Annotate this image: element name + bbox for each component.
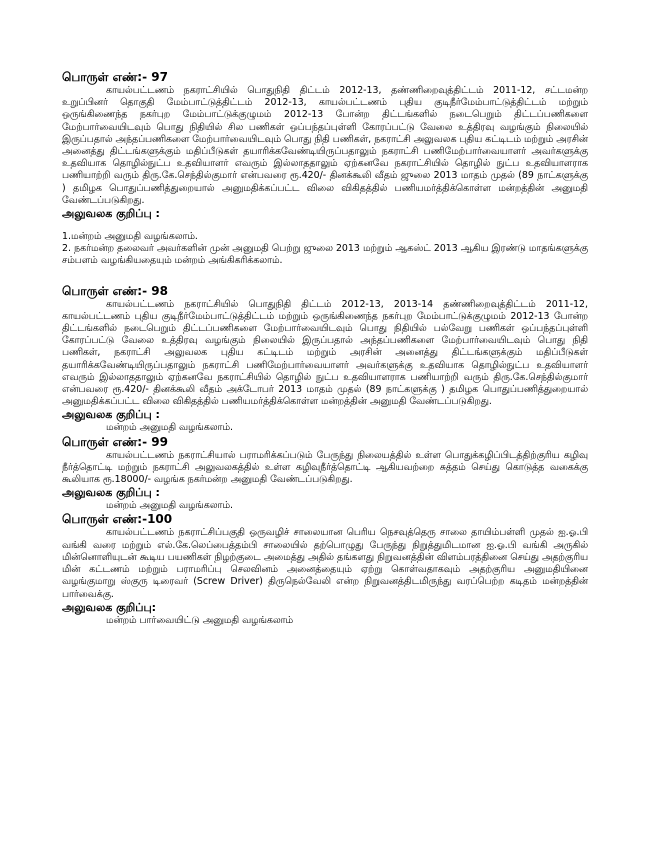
document-page <box>62 70 588 627</box>
office-note-text: மன்றம் அனுமதி வழங்கலாம். <box>106 422 233 434</box>
section-98 <box>62 284 588 435</box>
section-body: காயல்பட்டணம் நகராட்சியில் பொதுநிதி திட்டம் 2012-13, தண்ணிறைவுத்திட்டம் 2011-12, சட்டமன்ற உறுப்பினர் தொகுதி மேம்பாட்டுத்திட்டம் 2012-13, காயல்பட்டணம் புதிய குடிநீர்மேம்பாட்டுத்திட்டம் மற்றும் ஒருங்கிணைந்த நகர்புற மேம்பாட்டுக்குழுமம் 2012-13 போன்ற திட்டங்களில் நடைபெறும் திட்டப்பணிகளை மேற்பார்வையிடவும் பொது நிதியில் சில பணிகள் ஒப்பந்தப்புள்ளி கோரப்பட்டு வேலை உத்திரவு வழங்கும் நிலையில் இருப்பதால் அந்தப்பணிகளை மேற்பார்வையிடவும் பொது நிதி பணிகள், நகராட்சி அலுவலக புதிய கட்டிடம் மற்றும் அரசின் அனைத்து திட்டங்களுக்கும் மதிப்பீடுகள் தயாரிக்கவேண்டியிருப்பதாலும் நகராட்சி பணிமேற்பார்வையாளர் அவர்களுக்கு உதவியாக தொழில்நுட்ப உதவியாளர் எவரும் இல்லாததாலும் ஏற்கனவே நகராட்சியில் தொழில் நுட்ப உதவியாளராக பணியாற்றி வரும் திரு.கே.செந்தில்குமார் என்பவரை ரூ.420/- தினக்கூலி வீதம் ஜுலை 2013 மாதம் முதல் (89 நாட்களுக்கு ) தமிழக பொதுப்பணித்துறையால் அனுமதிக்கப்பட்ட விலை விகிதத்தில் பணியமர்த்திக்கொள்ள மன்றத்தின் அனுமதி வேண்டப்படுகிறது. <box>62 85 588 206</box>
office-note-label: அலுவலக குறிப்பு : <box>62 408 160 422</box>
section-heading: பொருள் எண்:- 99 <box>62 434 168 449</box>
section-body: காயல்பட்டணம் நகராட்சியில் பொதுநிதி திட்டம் 2012-13, 2013-14 தண்ணிறைவுத்திட்டம் 2011-12, காயல்பட்டணம் புதிய குடிநீர்மேம்பாட்டுத்திட்டம் மற்றும் ஒருங்கிணைந்த நகர்புற மேம்பாட்டுக்குழுமம் 2012-13 போன்ற திட்டங்களில் நடைபெறும் திட்டப்பணிகளை மேற்பார்வையிடவும் பொது நிதியில் பல்வேறு பணிகள் ஒப்பந்தப்புள்ளி கோரப்பட்டு வேலை உத்திரவு வழங்கும் நிலையில் இருப்பதால் அந்தப்பணிகளை மேற்பார்வையிடவும் பொது நிதி பணிகள், நகராட்சி அலுவலக புதிய கட்டிடம் மற்றும் அரசின் அனைத்து திட்டங்களுக்கும் மதிப்பீடுகள் தயாரிக்கவேண்டியிருப்பதாலும் நகராட்சி பணிமேற்பார்வையாளர் அவர்களுக்கு உதவியாக தொழில்நுட்ப உதவியாளர் எவரும் இல்லாததாலும் ஏற்கனவே நகராட்சியில் தொழில் நுட்ப உதவியாளராக பணியாற்றி வரும் திரு.கே.செந்தில்குமார் என்பவரை ரூ.420/- தினக்கூலி வீதம் அக்டோபர் 2013 மாதம் முதல் (89 நாட்களுக்கு ) தமிழக பொதுப்பணித்துறையால் அனுமதிக்கப்பட்ட விலை விகிதத்தில் பணியமர்த்திக்கொள்ள மன்றத்தின் அனுமதி வேண்டப்படுகிறது. <box>62 298 588 408</box>
section-100 <box>62 512 588 626</box>
office-note-label: அலுவலக குறிப்பு : <box>62 207 160 221</box>
office-note-label: அலுவலக குறிப்பு : <box>62 486 160 500</box>
office-note-text: மன்றம் பார்வையிட்டு அனுமதி வழங்கலாம் <box>106 614 294 626</box>
section-body: காயல்பட்டணம் நகராட்சியால் பராமரிக்கப்படும் பேருந்து நிலையத்தில் உள்ள பொதுக்கழிப்பிடத்திற்குரிய கழிவு நீர்த்தொட்டி மற்றும் நகராட்சி அலுவலகத்தில் உள்ள கழிவுநீர்த்தொட்டி ஆகியவற்றை சுத்தம் செய்து கொடுத்த வகைக்கு கூலியாக ரூ.18000/- வழங்க நகர்மன்ற அனுமதி வேண்டப்படுகிறது. <box>62 449 588 486</box>
section-heading: பொருள் எண்:- 98 <box>62 283 168 298</box>
office-note-item: 1.மன்றம் அனுமதி வழங்கலாம். <box>62 231 198 243</box>
section-heading: பொருள் எண்:- 97 <box>62 70 168 84</box>
section-97 <box>62 70 588 268</box>
office-note-text: மன்றம் அனுமதி வழங்கலாம். <box>106 500 233 512</box>
office-note-list <box>62 231 588 268</box>
office-note-label: அலுவலக குறிப்பு: <box>62 600 157 614</box>
office-note-item: 2. நகர்மன்ற தலைவர் அவர்களின் முன் அனுமதி பெற்று ஜுலை 2013 மற்றும் ஆகஸ்ட் 2013 ஆகிய இரண்டு மாதங்களுக்கு சம்பளம் வழங்கியதையும் மன்றம் அங்கிகரிக்கலாம். <box>62 243 588 267</box>
section-body: காயல்பட்டணம் நகராட்சிப்பகுதி ஒருவழிச் சாலையான பெரிய நெசவுத்தெரு சாலை தாயிம்பள்ளி முதல் ஐ.ஓ.பி வங்கி வரை மற்றும் எல்.கே.லெப்பைத்தம்பி சாலையில் தற்பொழுது பேருந்து நிறுத்துமிடமான ஐ.ஓ.பி வங்கி அருகில் மின்னொளியுடன் கூடிய பயணிகள் நிழற்குடை அமைத்து அதில் தங்களது நிறுவனத்தின் விளம்பரத்தினை செய்து அதற்குரிய மின் கட்டணம் மற்றும் பராமரிப்பு செலவினம் அனைத்தையும் ஏற்று கொள்வதாகவும் அதற்குரிய அனுமதியினை வழங்குமாறு ஸ்குரு டிரைவர் (Screw Driver) திருநெல்வேலி என்ற நிறுவனத்திடமிருந்து வரப்பெற்ற கடிதம் மன்றத்தின் பார்வைக்கு. <box>62 527 588 600</box>
section-99 <box>62 435 588 513</box>
section-heading: பொருள் எண்:-100 <box>62 512 173 527</box>
